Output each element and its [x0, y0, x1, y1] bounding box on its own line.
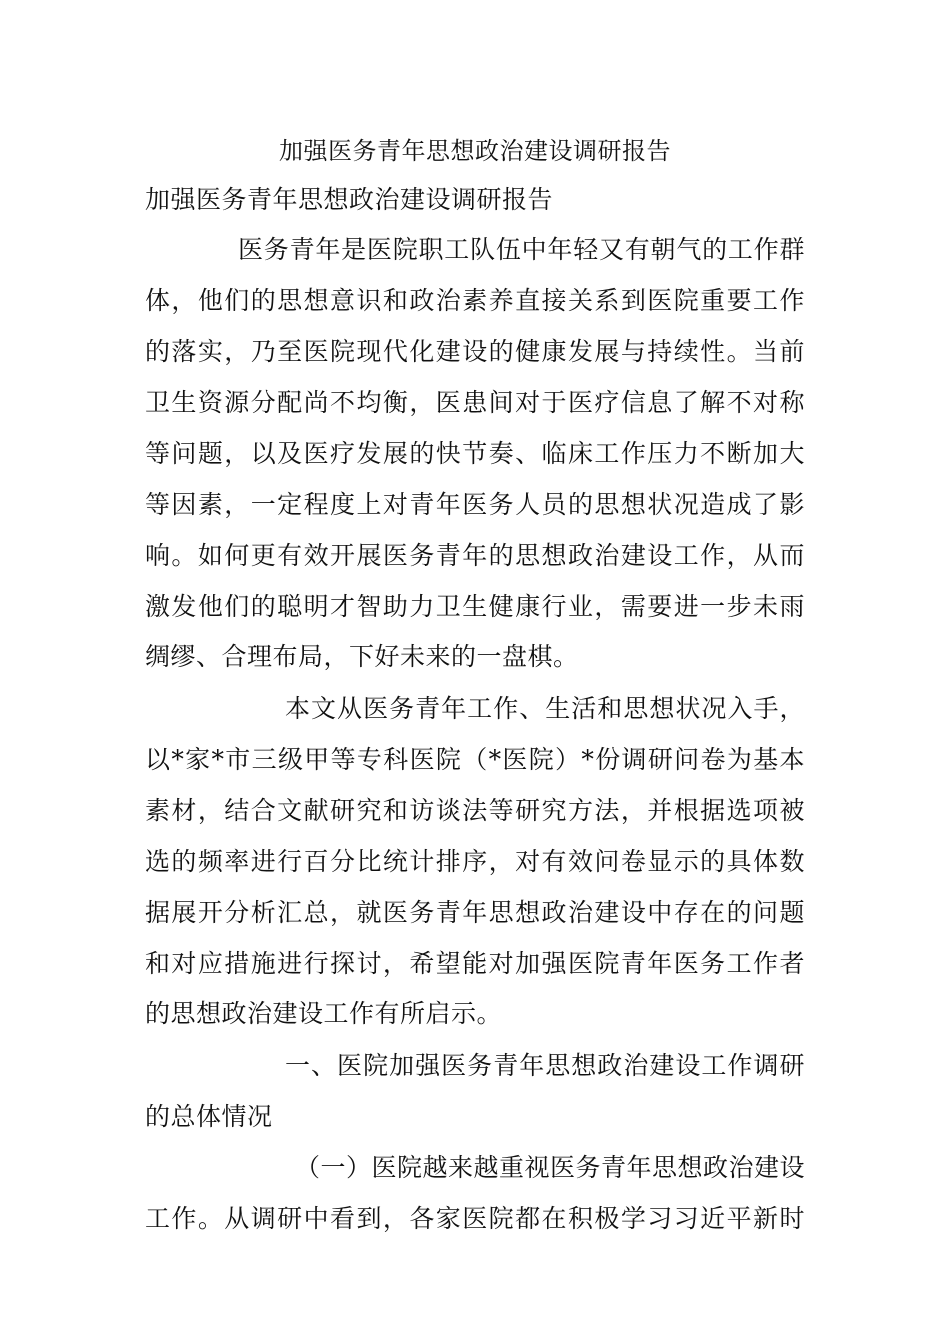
paragraph-line: 以*家*市三级甲等专科医院（*医院）*份调研问卷为基本	[145, 745, 805, 774]
paragraph-line: 激发他们的聪明才智助力卫生健康行业，需要进一步未雨	[145, 592, 805, 621]
paragraph-line: 卫生资源分配尚不均衡，医患间对于医疗信息了解不对称	[145, 388, 805, 417]
paragraph-line: 等因素，一定程度上对青年医务人员的思想状况造成了影	[145, 490, 805, 519]
paragraph-line: 的思想政治建设工作有所启示。	[145, 999, 503, 1028]
document-title: 加强医务青年思想政治建设调研报告	[279, 137, 671, 165]
paragraph-line: 等问题，以及医疗发展的快节奏、临床工作压力不断加大	[145, 439, 805, 468]
paragraph-line: 的落实，乃至医院现代化建设的健康发展与持续性。当前	[145, 337, 805, 366]
paragraph-line: 响。如何更有效开展医务青年的思想政治建设工作，从而	[145, 541, 805, 570]
paragraph-line: 选的频率进行百分比统计排序，对有效问卷显示的具体数	[145, 847, 805, 876]
paragraph-line: 和对应措施进行探讨，希望能对加强医院青年医务工作者	[145, 949, 805, 978]
document-subtitle: 加强医务青年思想政治建设调研报告	[145, 185, 554, 214]
paragraph-line: 本文从医务青年工作、生活和思想状况入手，	[285, 694, 805, 723]
paragraph-line: 医务青年是医院职工队伍中年轻又有朝气的工作群	[238, 235, 805, 264]
paragraph-line: 绸缪、合理布局，下好未来的一盘棋。	[145, 642, 579, 671]
section-heading-line: 一、医院加强医务青年思想政治建设工作调研	[285, 1051, 805, 1080]
subsection-heading-line: （一）医院越来越重视医务青年思想政治建设	[295, 1153, 806, 1182]
section-heading-line: 的总体情况	[145, 1102, 273, 1131]
paragraph-line: 据展开分析汇总，就医务青年思想政治建设中存在的问题	[145, 898, 805, 927]
paragraph-line: 工作。从调研中看到，各家医院都在积极学习习近平新时	[145, 1204, 805, 1233]
paragraph-line: 体，他们的思想意识和政治素养直接关系到医院重要工作	[145, 286, 805, 315]
paragraph-line: 素材，结合文献研究和访谈法等研究方法，并根据选项被	[145, 796, 805, 825]
